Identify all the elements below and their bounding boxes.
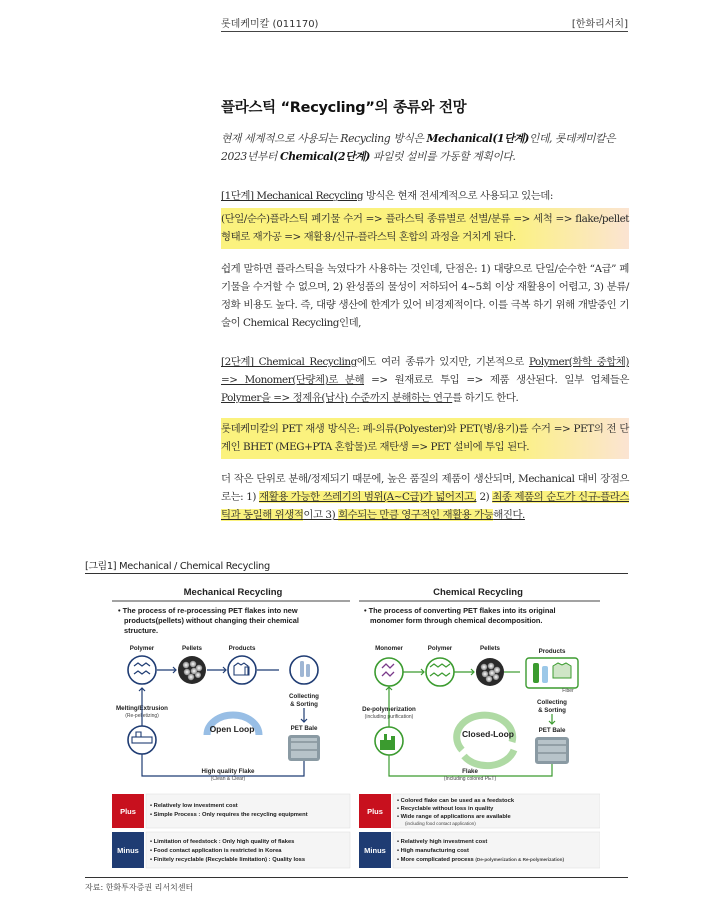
header-divider <box>221 31 628 32</box>
chem-pellets-label: Pellets <box>480 645 500 652</box>
mechanical-term: Mechanical(1단계) <box>426 132 529 145</box>
step1-explanation: 쉽게 말하면 플라스틱을 녹였다가 사용하는 것인데, 단점은: 1) 대량으로 단일/순수한 “A급” 폐기물을 수거할 수 없으며, 2) 완성품의 물성이 저하되어 4~5회 이상 재활용이 어렵고, 3) 분류/정화 비용도 높다. 즉, 대량 생산에 한계가 있어 비경제적이다. 이를 극복 하기 위해 개발중인 기술이 Chemical Recycling인데, <box>221 263 629 329</box>
step2-heading: [2단계] Chemical Recycling <box>221 356 357 368</box>
mech-melting-2: (Re-pelletizing) <box>125 713 159 719</box>
step1-process: (단일/순수)플라스틱 폐기물 수거 => 플라스틱 종류별로 선별/분류 => 세척 => flake/pellet 형태로 재가공 => 재활용/신규-플라스틱 혼합의 과정을 거치게 된다. <box>221 208 629 249</box>
svg-text:• Food contact application is: • Food contact application is restricted in Korea <box>150 848 282 854</box>
mechanical-desc-2: products(pellets) without changing their chemical <box>124 616 299 625</box>
mech-bottle-icon <box>290 656 318 684</box>
svg-text:• More complicated process (D: • More complicated process (De-polymerization & Re-polymerization) <box>397 857 564 863</box>
chem-depoly-2: (including purification) <box>364 714 414 720</box>
chem-plus-row <box>359 794 600 828</box>
svg-text:(including food contact applic: (including food contact application) <box>405 821 476 826</box>
step2-paragraph: [2단계] Chemical Recycling에도 여러 종류가 있지만, 기본적으로 Polymer(화학 중합체) => Monomer(단량체)로 분해 => 원재료로 투입 => 제품 생산된다. 일부 업체들은 Polymer을 => 정제유(납사) 수준까지 분해하는 연구를 하기도 한다. <box>221 356 630 404</box>
chem-monomer-label: Monomer <box>375 645 403 652</box>
svg-text:Minus: Minus <box>364 846 386 855</box>
mech-plus-row <box>112 794 350 828</box>
step1-heading: [1단계] Mechanical Recycling <box>221 190 364 202</box>
chem-flake-1: Flake <box>462 768 478 775</box>
chem-monomer-icon <box>375 658 403 686</box>
company-label: 롯데케미칼 (011170) <box>221 19 319 30</box>
chem-polymer-label: Polymer <box>427 645 453 652</box>
chem-products-icon <box>526 658 578 688</box>
chem-polymer-icon <box>426 658 454 686</box>
svg-text:Plus: Plus <box>367 807 383 816</box>
mech-melting-1: Melting/Extrusion <box>116 705 168 712</box>
open-loop-label: Open Loop <box>209 724 255 734</box>
svg-text:• High manufacturing cost: • High manufacturing cost <box>397 848 469 854</box>
chem-minus-row <box>359 832 600 868</box>
svg-text:Minus: Minus <box>117 846 139 855</box>
chem-flake-2: (Including colored PET) <box>443 776 497 782</box>
mech-flake-1: High quality Flake <box>201 768 255 775</box>
mech-polymer-icon <box>128 656 156 684</box>
mech-pellets-label: Pellets <box>182 645 202 652</box>
mech-extruder-icon <box>128 726 156 754</box>
mech-flake-2: (Clean & Clear) <box>210 776 246 782</box>
chem-bale-icon <box>535 737 569 764</box>
closed-loop-label: Closed-Loop <box>462 729 514 739</box>
lotte-pet-process: 롯데케미칼의 PET 재생 방식은: 폐-의류(Polyester)와 PET(병/용기)를 수거 => PET의 전 단계인 BHET (MEG+PTA 혼합물)로 재탄생 => PET 설비에 투입 된다. <box>221 418 629 459</box>
chem-fiber-label: Fiber <box>562 688 574 694</box>
mech-collecting-1: Collecting <box>289 693 319 700</box>
mech-polymer-label: Polymer <box>129 645 155 652</box>
source-note: 자료: 한화투자증권 리서치센터 <box>85 883 194 892</box>
chem-collecting-1: Collecting <box>537 699 567 706</box>
mech-bale-icon <box>288 735 320 761</box>
mechanical-desc-3: structure. <box>124 626 159 635</box>
mech-collecting-2: & Sorting <box>290 701 318 708</box>
svg-text:• Wide range of applications: • Wide range of applications are available <box>397 814 511 820</box>
mech-products-icon <box>228 656 256 684</box>
intro-paragraph: 현재 세계적으로 사용되는 Recycling 방식은 Mechanical(1단계)인데, 롯데케미칼은 2023년부터 Chemical(2단계) 파일럿 설비를 가동할 계획이다. <box>221 132 616 163</box>
step3-paragraph: 더 작은 단위로 분해/정제되기 때문에, 높은 품질의 제품이 생산되며, Mechanical 대비 장점으로는: 1) 재활용 가능한 쓰레기의 범위(A~C급)가 넓어지고, 2) 최종 제품의 순도가 신규-플라스틱과 동일해 위생적이고 3) 회수되는 만큼 영구적인 재활용 가능해진다. <box>221 473 629 521</box>
step1-heading-line: [1단계] Mechanical Recycling 방식은 현재 전세계적으로 사용되고 있는데: <box>221 190 553 202</box>
chem-plant-icon <box>375 727 403 755</box>
mech-bale-label: PET Bale <box>290 725 318 732</box>
publisher-label: [한화리서치] <box>571 19 628 30</box>
chem-pellets-icon <box>476 658 504 686</box>
svg-text:• Colored flake can be used a: • Colored flake can be used as a feedstock <box>397 798 515 804</box>
svg-text:Plus: Plus <box>120 807 136 816</box>
recycling-diagram <box>112 580 600 870</box>
chemical-title: Chemical Recycling <box>433 587 523 598</box>
chemical-term: Chemical(2단계) <box>280 150 370 163</box>
mech-pellets-icon <box>178 656 206 684</box>
svg-text:• Relatively high investment: • Relatively high investment cost <box>397 839 488 845</box>
figure-caption: [그림1] Mechanical / Chemical Recycling <box>85 561 270 572</box>
mech-products-label: Products <box>228 645 256 652</box>
chem-bale-label: PET Bale <box>538 727 566 734</box>
chem-products-label: Products <box>538 648 566 655</box>
svg-text:• Relatively low investment c: • Relatively low investment cost <box>150 803 238 809</box>
section-title: 플라스틱 “Recycling”의 종류와 전망 <box>221 100 467 116</box>
mech-minus-row <box>112 832 350 868</box>
svg-text:• Simple Process : Only requi: • Simple Process : Only requires the recycling equipment <box>150 812 308 818</box>
svg-text:• Recyclable without loss in: • Recyclable without loss in quality <box>397 806 494 812</box>
figure-divider <box>85 573 628 574</box>
svg-text:• Finitely recyclable (Recycl: • Finitely recyclable (Recyclable limitation) : Quality loss <box>150 857 306 863</box>
footer-divider <box>85 877 628 878</box>
mechanical-desc-1: • The process of re-processing PET flakes into new <box>118 606 298 615</box>
chemical-desc-1: • The process of converting PET flakes into its original <box>364 606 556 615</box>
svg-text:• Limitation of feedstock : O: • Limitation of feedstock : Only high quality of flakes <box>150 839 295 845</box>
chemical-desc-2: monomer form through chemical decomposition. <box>370 616 543 625</box>
chem-depoly-1: De-polymerization <box>362 706 416 713</box>
chem-collecting-2: & Sorting <box>538 707 566 714</box>
mechanical-title: Mechanical Recycling <box>183 587 283 598</box>
